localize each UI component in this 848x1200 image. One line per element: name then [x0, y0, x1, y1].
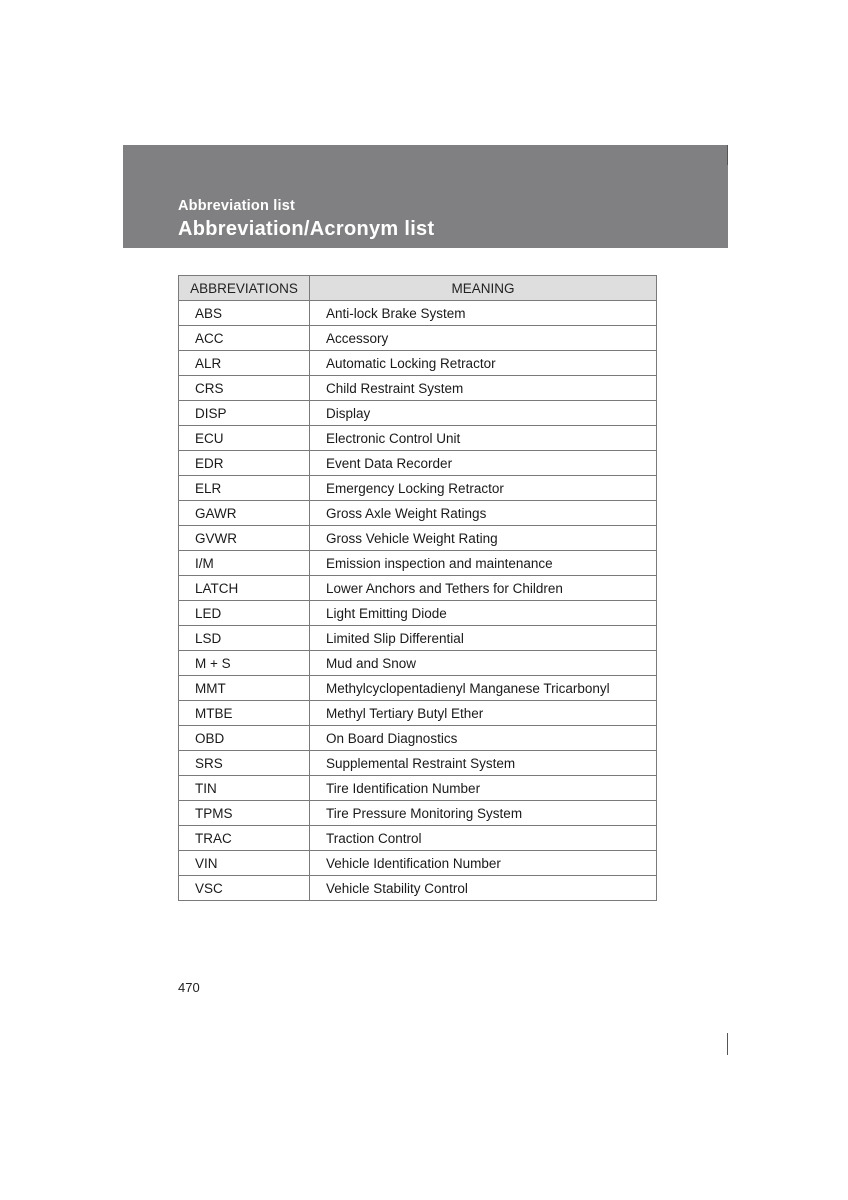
table-row — [179, 426, 657, 451]
meaning-cell: Traction Control — [310, 826, 657, 851]
meaning-cell: Electronic Control Unit — [310, 426, 657, 451]
meaning-cell: Tire Pressure Monitoring System — [310, 801, 657, 826]
table-header-row — [179, 276, 657, 301]
meaning-cell: On Board Diagnostics — [310, 726, 657, 751]
table-row — [179, 451, 657, 476]
table-row — [179, 401, 657, 426]
column-header-abbreviations: ABBREVIATIONS — [179, 276, 310, 301]
abbreviation-cell: MTBE — [179, 701, 310, 726]
table-row — [179, 751, 657, 776]
meaning-cell: Automatic Locking Retractor — [310, 351, 657, 376]
abbreviation-cell: LSD — [179, 626, 310, 651]
table-row — [179, 576, 657, 601]
table-row — [179, 501, 657, 526]
meaning-cell: Anti-lock Brake System — [310, 301, 657, 326]
meaning-cell: Vehicle Identification Number — [310, 851, 657, 876]
abbreviation-cell: ELR — [179, 476, 310, 501]
meaning-cell: Emergency Locking Retractor — [310, 476, 657, 501]
section-label: Abbreviation list — [178, 198, 295, 214]
table-row — [179, 726, 657, 751]
abbreviation-cell: GAWR — [179, 501, 310, 526]
abbreviation-cell: GVWR — [179, 526, 310, 551]
abbreviation-cell: TPMS — [179, 801, 310, 826]
page-number: 470 — [178, 980, 200, 995]
meaning-cell: Limited Slip Differential — [310, 626, 657, 651]
column-header-meaning: MEANING — [310, 276, 657, 301]
table-row — [179, 326, 657, 351]
meaning-cell: Accessory — [310, 326, 657, 351]
table-row — [179, 476, 657, 501]
table-row — [179, 876, 657, 901]
table-body — [179, 301, 657, 901]
abbreviation-cell: I/M — [179, 551, 310, 576]
meaning-cell: Light Emitting Diode — [310, 601, 657, 626]
table-row — [179, 651, 657, 676]
abbreviation-cell: DISP — [179, 401, 310, 426]
table-row — [179, 376, 657, 401]
abbreviation-cell: SRS — [179, 751, 310, 776]
meaning-cell: Vehicle Stability Control — [310, 876, 657, 901]
abbreviation-cell: VSC — [179, 876, 310, 901]
table-row — [179, 676, 657, 701]
table-row — [179, 551, 657, 576]
meaning-cell: Lower Anchors and Tethers for Children — [310, 576, 657, 601]
table-row — [179, 626, 657, 651]
abbreviation-cell: ALR — [179, 351, 310, 376]
abbreviation-cell: M + S — [179, 651, 310, 676]
abbreviation-cell: LATCH — [179, 576, 310, 601]
abbreviation-cell: VIN — [179, 851, 310, 876]
table-row — [179, 351, 657, 376]
abbreviation-table — [178, 275, 657, 901]
abbreviation-cell: EDR — [179, 451, 310, 476]
abbreviation-cell: MMT — [179, 676, 310, 701]
table-row — [179, 851, 657, 876]
abbreviation-cell: CRS — [179, 376, 310, 401]
table-row — [179, 801, 657, 826]
table-row — [179, 701, 657, 726]
abbreviation-cell: ECU — [179, 426, 310, 451]
meaning-cell: Supplemental Restraint System — [310, 751, 657, 776]
meaning-cell: Event Data Recorder — [310, 451, 657, 476]
crop-mark-bottom — [727, 1033, 728, 1055]
table-row — [179, 301, 657, 326]
meaning-cell: Child Restraint System — [310, 376, 657, 401]
abbreviation-cell: ACC — [179, 326, 310, 351]
abbreviation-cell: TRAC — [179, 826, 310, 851]
table-row — [179, 526, 657, 551]
table-row — [179, 601, 657, 626]
abbreviation-cell: ABS — [179, 301, 310, 326]
table-row — [179, 776, 657, 801]
meaning-cell: Tire Identification Number — [310, 776, 657, 801]
meaning-cell: Methylcyclopentadienyl Manganese Tricarbonyl — [310, 676, 657, 701]
abbreviation-cell: OBD — [179, 726, 310, 751]
page-title: Abbreviation/Acronym list — [178, 218, 435, 240]
meaning-cell: Methyl Tertiary Butyl Ether — [310, 701, 657, 726]
abbreviation-cell: LED — [179, 601, 310, 626]
table-row — [179, 826, 657, 851]
meaning-cell: Emission inspection and maintenance — [310, 551, 657, 576]
abbreviation-cell: TIN — [179, 776, 310, 801]
meaning-cell: Mud and Snow — [310, 651, 657, 676]
meaning-cell: Gross Axle Weight Ratings — [310, 501, 657, 526]
meaning-cell: Gross Vehicle Weight Rating — [310, 526, 657, 551]
meaning-cell: Display — [310, 401, 657, 426]
crop-mark-top — [727, 145, 728, 165]
